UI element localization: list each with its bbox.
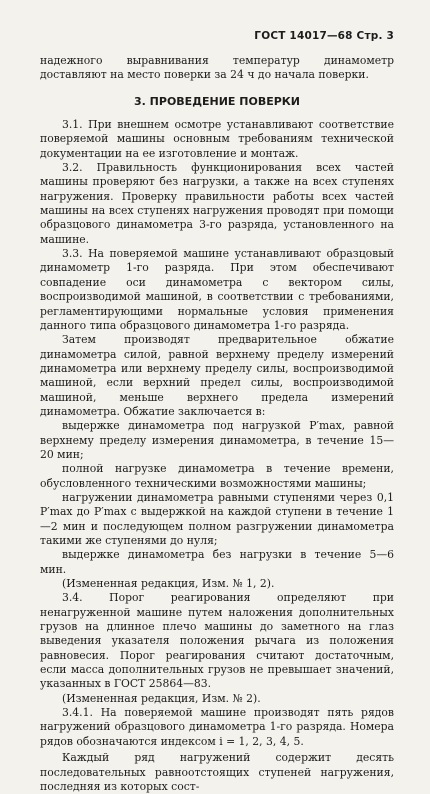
page-body xyxy=(40,54,394,794)
paragraph-continued: надежного выравнивания температур динамометр доставляют на место поверки за 24 ч до начала поверки. xyxy=(40,54,394,82)
paragraph-3-4: 3.4. Порог реагирования определяют при ненагруженной машине путем наложения дополнительных грузов на длинное плечо машины до заметного на глаз выведения указателя положения рычага из положения равновесия. Порог реагирования считают достаточным, если масса дополнительных грузов не превышает значений, указанных в ГОСТ 25864—83. xyxy=(40,591,394,691)
paragraph-load-series: Каждый ряд нагружений содержит десять последовательных равноотстоящих ступеней нагружения, последняя из которых сост- xyxy=(40,751,394,793)
paragraph-preload: Затем производят предварительное обжатие динамометра силой, равной верхнему пределу измерений динамометра или верхнему пределу силы, воспроизводимой машиной, если верхний предел силы, воспроизводимой машиной, меньше верхнего предела измерений динамометра. Обжатие заключается в: xyxy=(40,333,394,418)
paragraph-3-4-1: 3.4.1. На поверяемой машине производят пять рядов нагружений образцового динамометра 1-го разряда. Номера рядов обозначаются индексом i = 1, 2, 3, 4, 5. xyxy=(40,706,394,748)
paragraph-full-load: полной нагрузке динамометра в течение времени, обусловленного техническими возможностями машины; xyxy=(40,462,394,490)
paragraph-no-load: выдержке динамометра без нагрузки в течение 5—6 мин. xyxy=(40,548,394,576)
paragraph-hold-load: выдержке динамометра под нагрузкой P′max, равной верхнему пределу измерения динамометра, в течение 15—20 мин; xyxy=(40,419,394,461)
revision-note-2: (Измененная редакция, Изм. № 2). xyxy=(62,691,261,705)
page-header: ГОСТ 14017—68 Стр. 3 xyxy=(254,30,394,42)
revision-note-1: (Измененная редакция, Изм. № 1, 2). xyxy=(62,577,275,591)
paragraph-step-load: нагружении динамометра равными ступенями через 0,1 P′max до P′max с выдержкой на каждой ступени в течение 1—2 мин и последующем полном разгружении динамометра такими же ступенями до нуля; xyxy=(40,490,394,547)
paragraph-3-1: 3.1. При внешнем осмотре устанавливают соответствие поверяемой машины основным требованиям технической документации на ее изготовление и монтаж. xyxy=(40,118,394,160)
paragraph-3-2: 3.2. Правильность функционирования всех частей машины проверяют без нагрузки, а также на всех ступенях нагружения. Проверку правильности работы всех частей машины на всех ступенях нагружения проводят при помощи образцового динамометра 3-го разряда, установленного на машине. xyxy=(40,161,394,246)
paragraph-3-3: 3.3. На поверяемой машине устанавливают образцовый динамометр 1-го разряда. При этом обеспечивают совпадение оси динамометра с вектором силы, воспроизводимой машиной, в соответствии с требованиями, регламентирующими нормальные условия применения данного типа образцового динамометра 1-го разряда. xyxy=(40,247,394,332)
section-title: 3. ПРОВЕДЕНИЕ ПОВЕРКИ xyxy=(134,94,300,108)
